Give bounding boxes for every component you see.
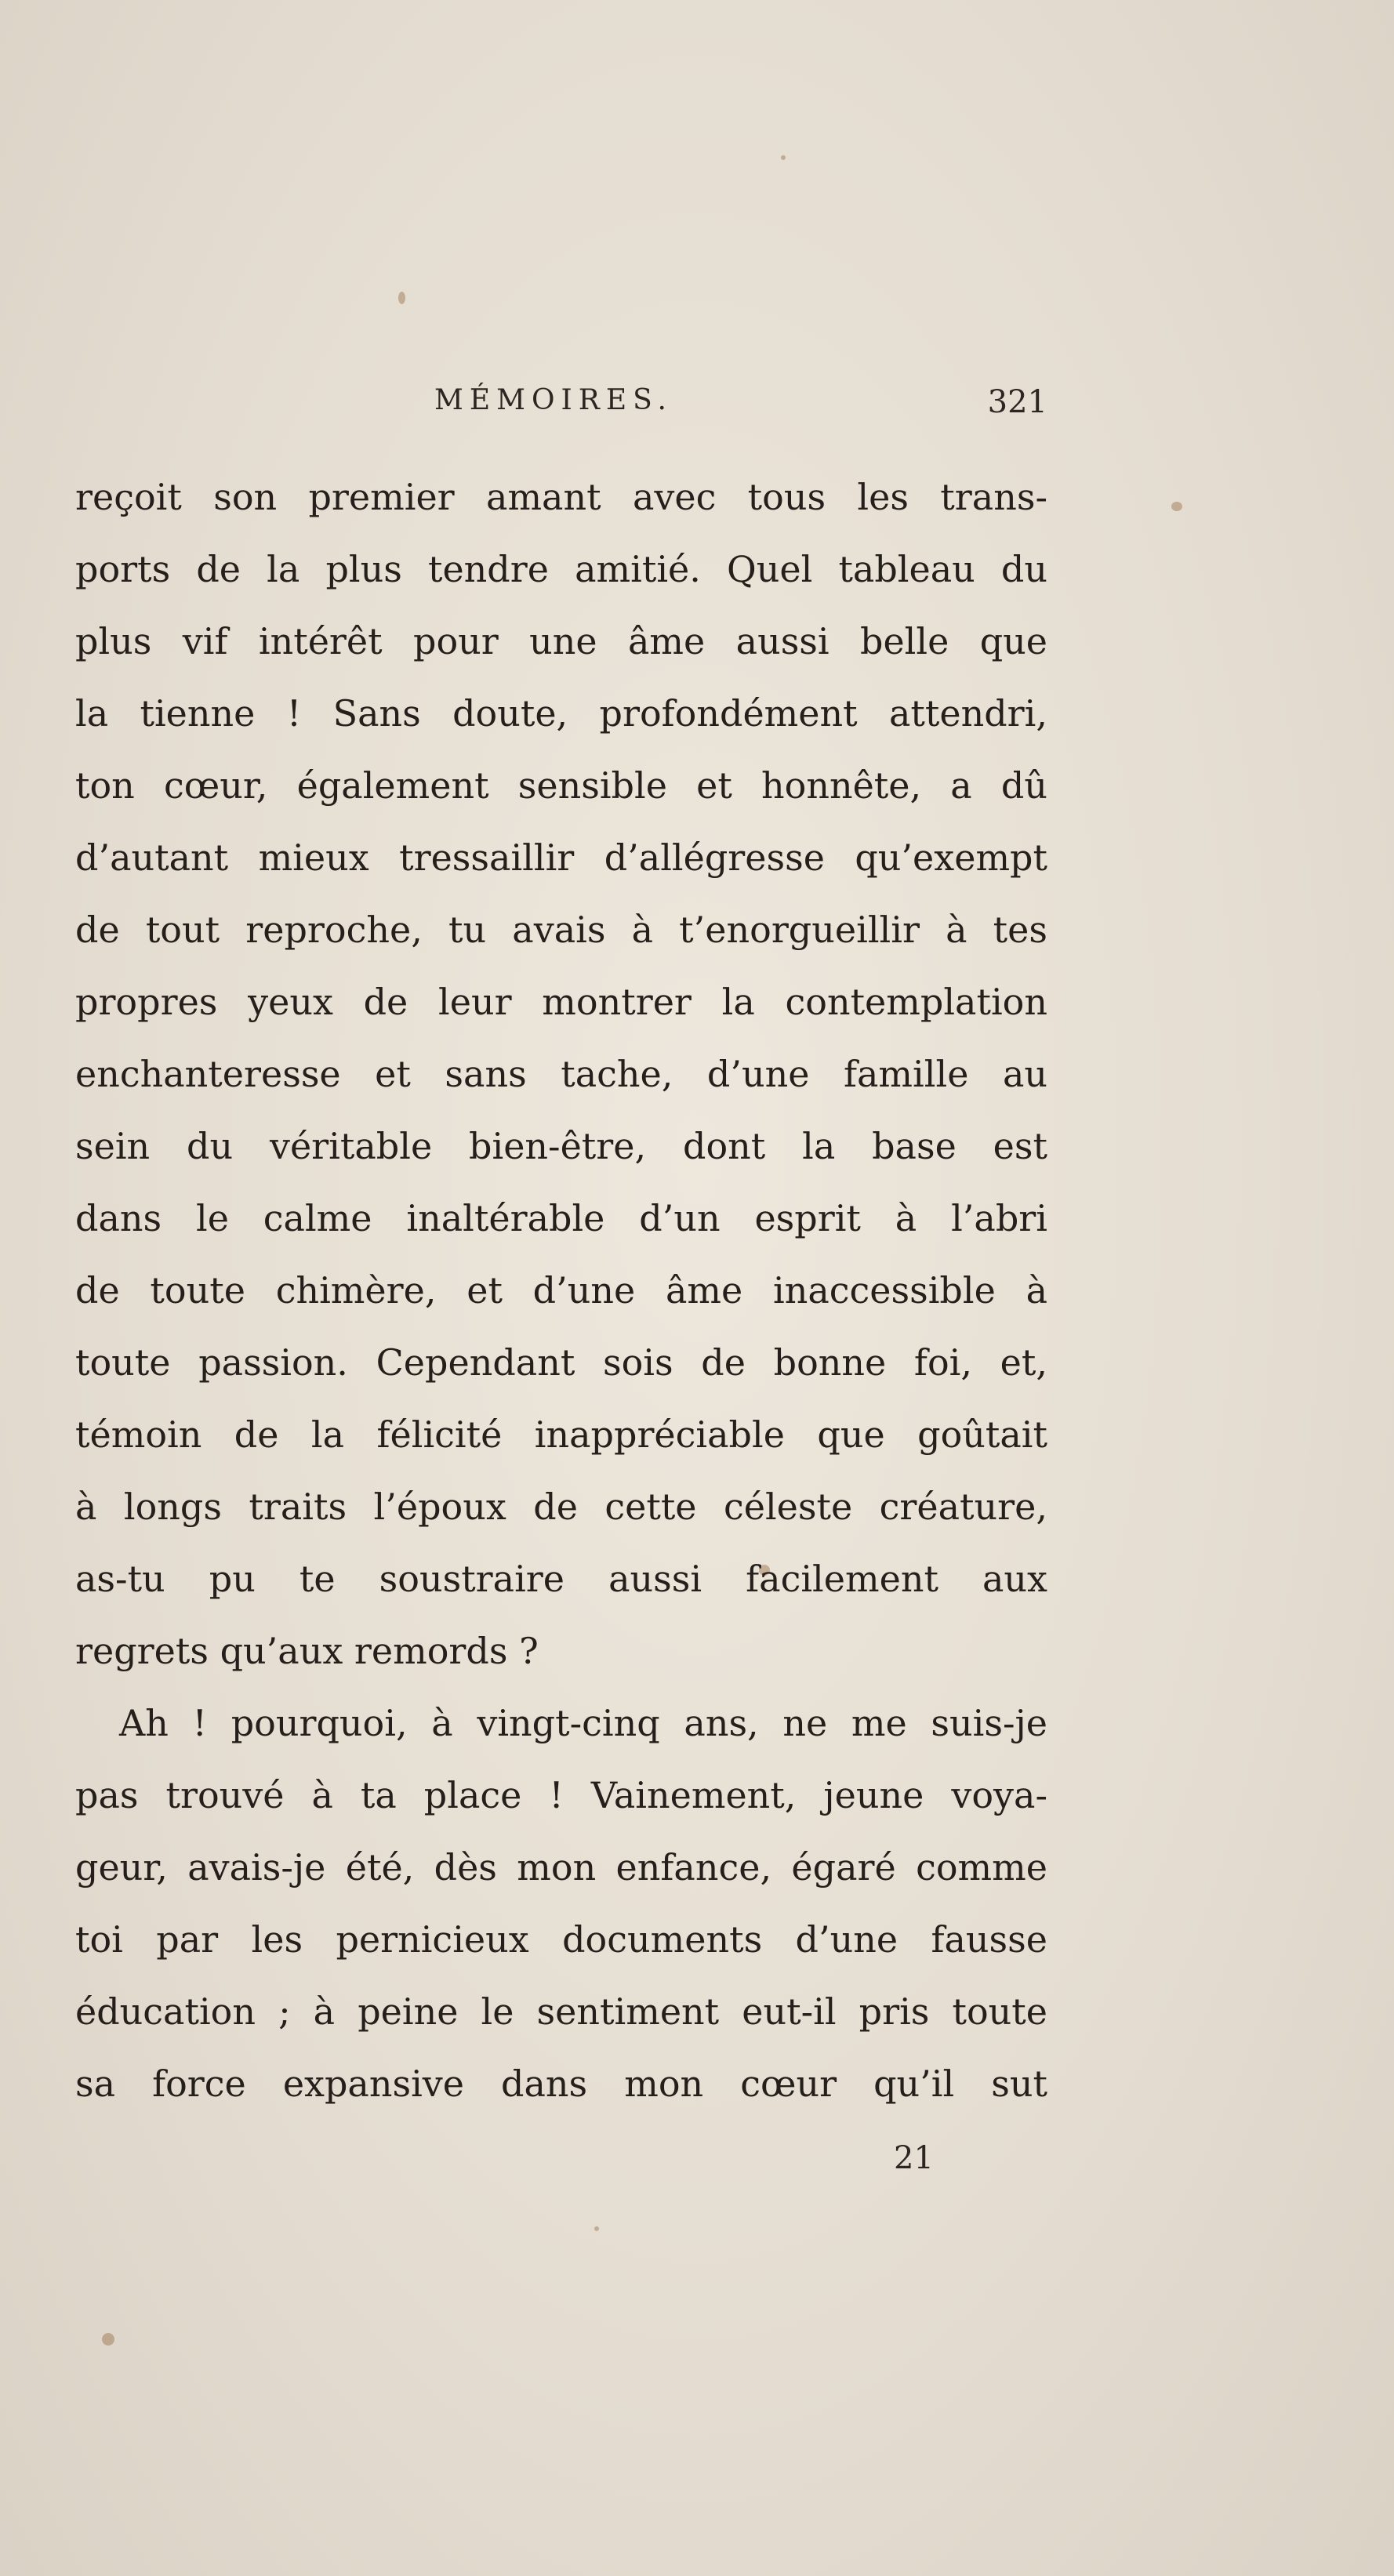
text-line: as-tu pu te soustraire aussi facilement aux xyxy=(75,1558,1047,1600)
text-line: dans le calme inaltérable d’un esprit à l’abri xyxy=(75,1197,1047,1239)
text-line: pas trouvé à ta place ! Vainement, jeune voya- xyxy=(75,1774,1047,1816)
foxing-spot xyxy=(398,292,405,304)
text-line: toute passion. Cependant sois de bonne foi, et, xyxy=(75,1341,1047,1384)
text-line: de toute chimère, et d’une âme inaccessible à xyxy=(75,1269,1047,1312)
text-line: geur, avais-je été, dès mon enfance, égaré comme xyxy=(75,1846,1047,1888)
foxing-spot xyxy=(781,155,786,160)
text-line: de tout reproche, tu avais à t’enorgueillir à tes xyxy=(75,909,1047,951)
foxing-spot xyxy=(1171,502,1182,511)
text-line: toi par les pernicieux documents d’une fausse xyxy=(75,1918,1047,1961)
page-header xyxy=(75,384,1047,431)
foxing-spot xyxy=(594,2226,599,2231)
text-line: témoin de la félicité inappréciable que goûtait xyxy=(75,1413,1047,1456)
text-line: propres yeux de leur montrer la contemplation xyxy=(75,981,1047,1023)
text-line: reçoit son premier amant avec tous les trans- xyxy=(75,476,1047,518)
text-line: enchanteresse et sans tache, d’une famille au xyxy=(75,1053,1047,1095)
text-line: ports de la plus tendre amitié. Quel tableau du xyxy=(75,548,1047,590)
signature-mark: 21 xyxy=(894,2140,934,2176)
page-number: 321 xyxy=(987,384,1047,420)
text-line: regrets qu’aux remords ? xyxy=(75,1630,539,1672)
running-title: MÉMOIRES. xyxy=(434,384,673,416)
text-line: plus vif intérêt pour une âme aussi belle que xyxy=(75,620,1047,662)
text-line: la tienne ! Sans doute, profondément attendri, xyxy=(75,692,1047,735)
text-line: ton cœur, également sensible et honnête, a dû xyxy=(75,764,1047,807)
text-line: Ah ! pourquoi, à vingt-cinq ans, ne me suis-je xyxy=(119,1702,1047,1744)
text-line: éducation ; à peine le sentiment eut-il pris toute xyxy=(75,1990,1047,2033)
text-line: d’autant mieux tressaillir d’allégresse qu’exempt xyxy=(75,836,1047,879)
body-text xyxy=(75,461,1047,2120)
text-line: à longs traits l’époux de cette céleste créature, xyxy=(75,1486,1047,1528)
text-line: sein du véritable bien-être, dont la base est xyxy=(75,1125,1047,1167)
foxing-spot xyxy=(102,2333,114,2346)
text-line: sa force expansive dans mon cœur qu’il sut xyxy=(75,2063,1047,2105)
